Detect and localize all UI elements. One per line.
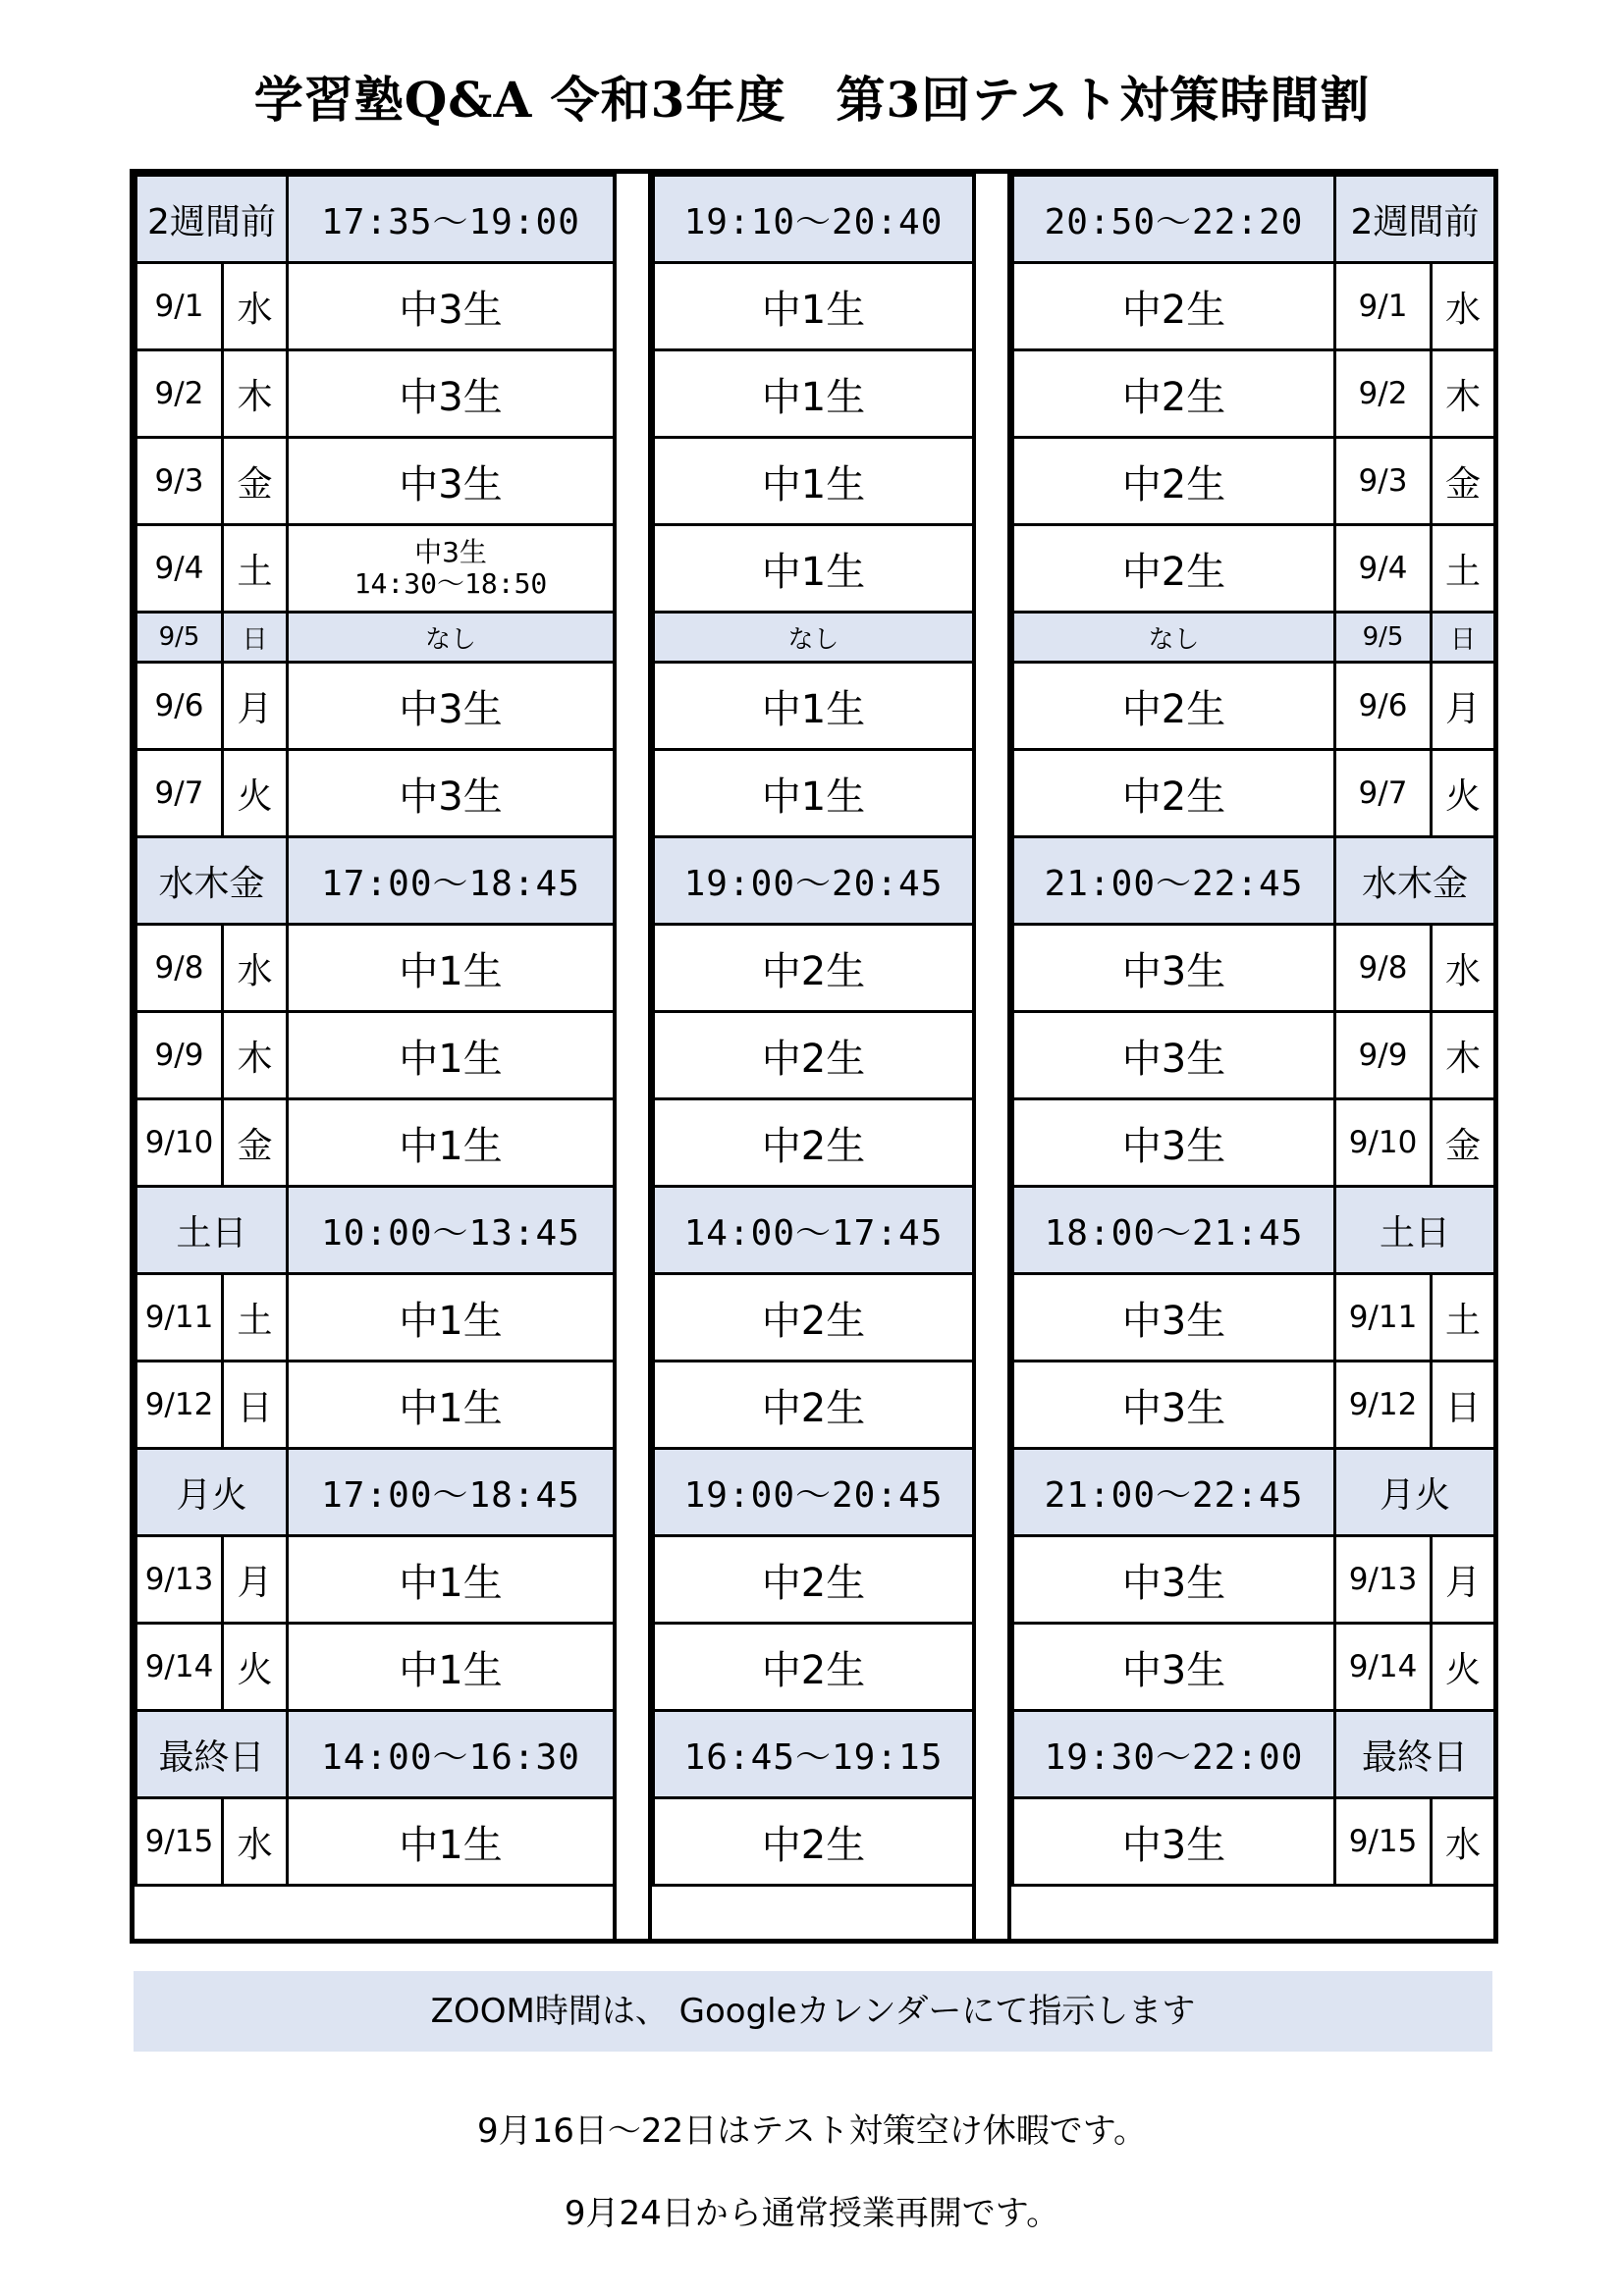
resume-note: 9月24日から通常授業再開です。	[564, 2194, 1060, 2233]
table-row	[654, 1274, 974, 1362]
table-row	[136, 1012, 615, 1099]
grade-cell-slot-3: 中2生	[1013, 263, 1335, 350]
date-cell: 9/5	[1335, 613, 1432, 663]
grade-cell-slot-1: 中3生	[288, 438, 615, 525]
section-label: 月火	[136, 1449, 288, 1536]
grade-cell-slot-3: 中3生	[1013, 1624, 1335, 1711]
weekday-cell: 金	[223, 1099, 288, 1187]
grade-cell-slot-1: 中1生	[288, 1099, 615, 1187]
date-cell: 9/3	[1335, 438, 1432, 525]
time-slot-1: 17:00～18:45	[288, 1449, 615, 1536]
grade-cell-slot-2: 中1生	[654, 525, 974, 613]
weekday-cell: 金	[1432, 438, 1495, 525]
timetable-left	[135, 174, 616, 1887]
weekday-cell: 火	[1432, 750, 1495, 837]
weekday-cell: 火	[223, 750, 288, 837]
table-row	[1013, 1798, 1495, 1886]
date-cell: 9/8	[1335, 925, 1432, 1012]
column-gap-2	[972, 174, 1011, 1939]
time-slot-2: 14:00～17:45	[654, 1187, 974, 1274]
grade-cell-slot-2: 中2生	[654, 1274, 974, 1362]
grade-cell-slot-1: なし	[288, 613, 615, 663]
special-time: 14:30～18:50	[353, 567, 548, 600]
grade-cell-slot-2: 中1生	[654, 750, 974, 837]
date-cell: 9/9	[136, 1012, 223, 1099]
table-row	[1013, 925, 1495, 1012]
table-row	[136, 1099, 615, 1187]
weekday-cell: 土	[1432, 525, 1495, 613]
weekday-cell: 水	[223, 925, 288, 1012]
weekday-cell: 金	[223, 438, 288, 525]
table-row	[1013, 1012, 1495, 1099]
section-header	[1013, 176, 1495, 263]
grade-cell-slot-3: 中3生	[1013, 1362, 1335, 1449]
date-cell: 9/2	[136, 350, 223, 438]
table-row	[136, 438, 615, 525]
weekday-cell: 木	[1432, 350, 1495, 438]
weekday-cell: 木	[1432, 1012, 1495, 1099]
weekday-cell: 月	[1432, 1536, 1495, 1624]
time-slot-3: 21:00～22:45	[1013, 1449, 1335, 1536]
grade-cell-slot-3: 中2生	[1013, 663, 1335, 750]
column-gap-1	[613, 174, 652, 1939]
date-cell: 9/7	[136, 750, 223, 837]
grade-cell-slot-3: 中2生	[1013, 750, 1335, 837]
holiday-note: 9月16日～22日はテスト対策空け休暇です。	[476, 2111, 1148, 2151]
grade-cell-slot-3: 中3生	[1013, 925, 1335, 1012]
grade-cell-slot-3: 中3生	[1013, 1274, 1335, 1362]
grade-cell-slot-2: 中2生	[654, 1536, 974, 1624]
grade-cell-slot-3: 中2生	[1013, 525, 1335, 613]
weekday-cell: 土	[223, 525, 288, 613]
timetable	[130, 169, 1498, 1944]
section-label: 2週間前	[1335, 176, 1495, 263]
section-label: 土日	[136, 1187, 288, 1274]
grade-cell-slot-2: 中2生	[654, 1624, 974, 1711]
section-header	[136, 176, 615, 263]
grade-cell-slot-1: 中1生	[288, 1798, 615, 1886]
date-cell: 9/3	[136, 438, 223, 525]
table-row	[136, 525, 615, 613]
table-row	[1013, 1099, 1495, 1187]
weekday-cell: 月	[1432, 663, 1495, 750]
date-cell: 9/12	[136, 1362, 223, 1449]
date-cell: 9/15	[1335, 1798, 1432, 1886]
grade-label: 中3生	[414, 536, 487, 568]
section-label: 水木金	[136, 837, 288, 925]
table-row	[136, 1798, 615, 1886]
grade-cell-slot-3: 中3生	[1013, 1798, 1335, 1886]
time-slot-3: 18:00～21:45	[1013, 1187, 1335, 1274]
table-row	[136, 1274, 615, 1362]
grade-cell-slot-2: 中2生	[654, 1099, 974, 1187]
table-row	[654, 438, 974, 525]
table-row	[654, 613, 974, 663]
weekday-cell: 月	[223, 1536, 288, 1624]
time-slot-3: 21:00～22:45	[1013, 837, 1335, 925]
date-cell: 9/14	[136, 1624, 223, 1711]
table-row	[1013, 263, 1495, 350]
table-row	[136, 1362, 615, 1449]
weekday-cell: 日	[1432, 1362, 1495, 1449]
table-row	[136, 350, 615, 438]
section-header	[136, 1711, 615, 1798]
date-cell: 9/7	[1335, 750, 1432, 837]
date-cell: 9/1	[136, 263, 223, 350]
date-cell: 9/2	[1335, 350, 1432, 438]
table-row	[654, 1362, 974, 1449]
section-label: 最終日	[136, 1711, 288, 1798]
section-header	[1013, 1711, 1495, 1798]
time-slot-2: 19:00～20:45	[654, 1449, 974, 1536]
date-cell: 9/4	[1335, 525, 1432, 613]
table-row	[1013, 613, 1495, 663]
section-header	[654, 1449, 974, 1536]
section-header	[1013, 837, 1495, 925]
grade-cell-slot-2: なし	[654, 613, 974, 663]
date-cell: 9/12	[1335, 1362, 1432, 1449]
section-label: 月火	[1335, 1449, 1495, 1536]
section-header	[654, 837, 974, 925]
weekday-cell: 土	[223, 1274, 288, 1362]
grade-cell-slot-1: 中1生	[288, 1624, 615, 1711]
date-cell: 9/9	[1335, 1012, 1432, 1099]
grade-cell-slot-1: 中1生	[288, 1536, 615, 1624]
timetable-right	[1011, 174, 1496, 1887]
weekday-cell: 水	[1432, 263, 1495, 350]
section-label: 水木金	[1335, 837, 1495, 925]
table-row	[136, 1536, 615, 1624]
grade-cell-slot-1: 中3生	[288, 350, 615, 438]
weekday-cell: 金	[1432, 1099, 1495, 1187]
table-row	[136, 263, 615, 350]
grade-cell-slot-1: 中3生	[288, 263, 615, 350]
weekday-cell: 水	[223, 1798, 288, 1886]
grade-cell-slot-1: 中1生	[288, 1012, 615, 1099]
time-slot-1: 10:00～13:45	[288, 1187, 615, 1274]
date-cell: 9/13	[1335, 1536, 1432, 1624]
time-slot-3: 19:30～22:00	[1013, 1711, 1335, 1798]
table-row	[1013, 1536, 1495, 1624]
grade-cell-slot-1: 中3生	[288, 750, 615, 837]
grade-cell-slot-2: 中2生	[654, 1798, 974, 1886]
grade-cell-slot-2: 中1生	[654, 663, 974, 750]
time-slot-3: 20:50～22:20	[1013, 176, 1335, 263]
table-row	[1013, 1624, 1495, 1711]
section-header	[654, 1187, 974, 1274]
weekday-cell: 水	[1432, 1798, 1495, 1886]
time-slot-1: 14:00～16:30	[288, 1711, 615, 1798]
grade-cell-slot-3: 中3生	[1013, 1536, 1335, 1624]
section-header	[1013, 1187, 1495, 1274]
timetable-middle	[652, 174, 975, 1887]
weekday-cell: 水	[223, 263, 288, 350]
section-label: 2週間前	[136, 176, 288, 263]
time-slot-2: 19:10～20:40	[654, 176, 974, 263]
table-row	[654, 925, 974, 1012]
weekday-cell: 火	[1432, 1624, 1495, 1711]
grade-cell-slot-3: 中2生	[1013, 438, 1335, 525]
page-title: 学習塾Q&A 令和3年度 第3回テスト対策時間割	[253, 71, 1371, 129]
grade-cell-slot-1: 中1生	[288, 1362, 615, 1449]
table-row	[136, 613, 615, 663]
date-cell: 9/5	[136, 613, 223, 663]
grade-cell-slot-3: 中2生	[1013, 350, 1335, 438]
section-label: 土日	[1335, 1187, 1495, 1274]
date-cell: 9/11	[136, 1274, 223, 1362]
grade-cell-slot-2: 中2生	[654, 1362, 974, 1449]
date-cell: 9/11	[1335, 1274, 1432, 1362]
table-row	[1013, 663, 1495, 750]
grade-cell-slot-2: 中1生	[654, 263, 974, 350]
weekday-cell: 木	[223, 350, 288, 438]
weekday-cell: 木	[223, 1012, 288, 1099]
table-row	[654, 1624, 974, 1711]
table-row	[136, 663, 615, 750]
weekday-cell: 火	[223, 1624, 288, 1711]
grade-cell-slot-3: 中3生	[1013, 1099, 1335, 1187]
grade-cell-slot-3: なし	[1013, 613, 1335, 663]
grade-cell-slot-1	[288, 525, 615, 613]
table-row	[654, 750, 974, 837]
section-header	[136, 1449, 615, 1536]
time-slot-1: 17:35～19:00	[288, 176, 615, 263]
weekday-cell: 日	[223, 613, 288, 663]
section-header	[1013, 1449, 1495, 1536]
time-slot-2: 16:45～19:15	[654, 1711, 974, 1798]
grade-cell-slot-1: 中3生	[288, 663, 615, 750]
table-row	[136, 750, 615, 837]
table-row	[1013, 350, 1495, 438]
weekday-cell: 月	[223, 663, 288, 750]
date-cell: 9/10	[1335, 1099, 1432, 1187]
section-header	[654, 176, 974, 263]
date-cell: 9/8	[136, 925, 223, 1012]
table-row	[654, 350, 974, 438]
time-slot-1: 17:00～18:45	[288, 837, 615, 925]
table-row	[1013, 750, 1495, 837]
grade-cell-slot-1: 中1生	[288, 925, 615, 1012]
weekday-cell: 日	[223, 1362, 288, 1449]
section-header	[654, 1711, 974, 1798]
section-header	[136, 837, 615, 925]
table-row	[136, 925, 615, 1012]
table-row	[654, 263, 974, 350]
table-row	[654, 1012, 974, 1099]
date-cell: 9/10	[136, 1099, 223, 1187]
table-row	[654, 663, 974, 750]
table-row	[654, 525, 974, 613]
date-cell: 9/6	[1335, 663, 1432, 750]
date-cell: 9/4	[136, 525, 223, 613]
grade-cell-slot-2: 中1生	[654, 350, 974, 438]
date-cell: 9/14	[1335, 1624, 1432, 1711]
table-row	[654, 1099, 974, 1187]
table-row	[1013, 1274, 1495, 1362]
table-row	[1013, 525, 1495, 613]
weekday-cell: 水	[1432, 925, 1495, 1012]
date-cell: 9/1	[1335, 263, 1432, 350]
grade-cell-slot-2: 中2生	[654, 925, 974, 1012]
section-header	[136, 1187, 615, 1274]
table-row	[1013, 1362, 1495, 1449]
table-row	[136, 1624, 615, 1711]
grade-cell-slot-3: 中3生	[1013, 1012, 1335, 1099]
grade-cell-slot-2: 中1生	[654, 438, 974, 525]
grade-cell-slot-1: 中1生	[288, 1274, 615, 1362]
date-cell: 9/6	[136, 663, 223, 750]
grade-cell-slot-2: 中2生	[654, 1012, 974, 1099]
weekday-cell: 日	[1432, 613, 1495, 663]
date-cell: 9/13	[136, 1536, 223, 1624]
table-row	[654, 1798, 974, 1886]
zoom-note: ZOOM時間は、 Googleカレンダーにて指示します	[134, 1971, 1492, 2052]
weekday-cell: 土	[1432, 1274, 1495, 1362]
section-label: 最終日	[1335, 1711, 1495, 1798]
date-cell: 9/15	[136, 1798, 223, 1886]
time-slot-2: 19:00～20:45	[654, 837, 974, 925]
table-row	[1013, 438, 1495, 525]
table-row	[654, 1536, 974, 1624]
